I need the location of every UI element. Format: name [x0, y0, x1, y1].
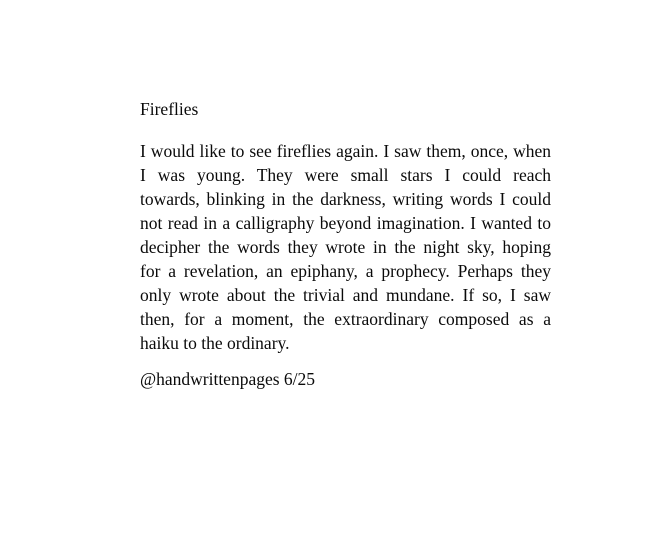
poem-line: not read in a calligraphy beyond imagination. I wanted to — [140, 213, 551, 233]
poem-line: for a revelation, an epiphany, a prophecy. Perhaps they — [140, 261, 551, 281]
poem-line: decipher the words they wrote in the night sky, hoping — [140, 237, 551, 257]
attribution-handle: @handwrittenpages 6/25 — [140, 369, 316, 389]
poem-line: only wrote about the trivial and mundane. If so, I saw — [140, 285, 551, 305]
poem-page — [140, 97, 551, 391]
poem-body — [140, 139, 551, 355]
poem-line: I was young. They were small stars I could reach — [140, 165, 551, 185]
poem-title: Fireflies — [140, 99, 199, 119]
poem-line: haiku to the ordinary. — [140, 333, 290, 353]
poem-line: I would like to see fireflies again. I saw them, once, when — [140, 141, 551, 161]
poem-line: then, for a moment, the extraordinary composed as a — [140, 309, 551, 329]
poem-line: towards, blinking in the darkness, writing words I could — [140, 189, 551, 209]
